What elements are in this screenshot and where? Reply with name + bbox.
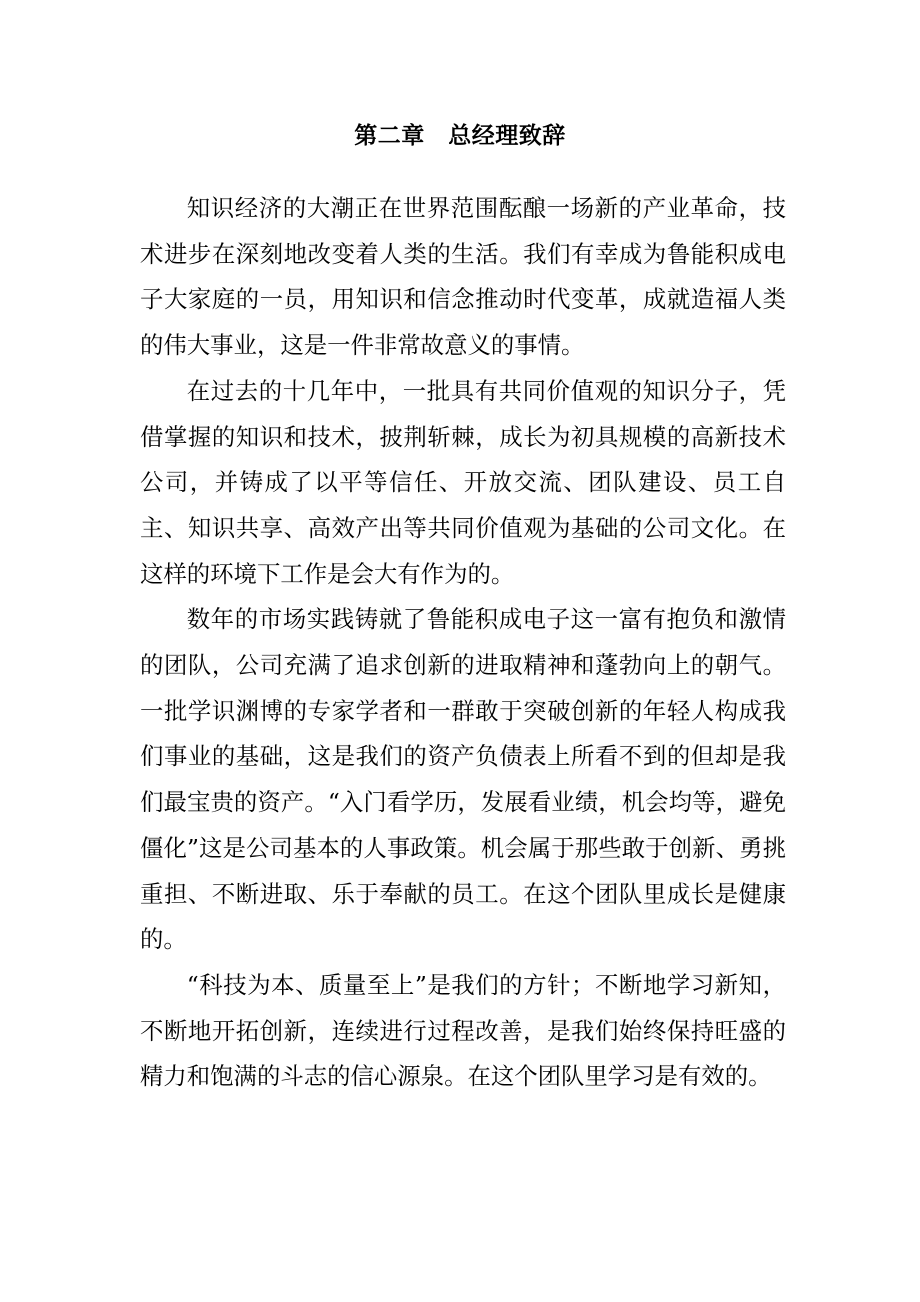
paragraph-2: 在过去的十几年中，一批具有共同价值观的知识分子，凭借掌握的知识和技术，披荆斩棘，成长为初具规模的高新技术公司，并铸成了以平等信任、开放交流、团队建设、员工自主、知识共享、高效产出等共同价值观为基础的公司文化。在这样的环境下工作是会大有作为的。 [140, 376, 786, 588]
chapter-title: 第二章 总经理致辞 [354, 122, 566, 149]
paragraph-4: “科技为本、质量至上”是我们的方针；不断地学习新知，不断地开拓创新，连续进行过程改善，是我们始终保持旺盛的精力和饱满的斗志的信心源泉。在这个团队里学习是有效的。 [140, 970, 786, 1091]
document-body [140, 186, 786, 1100]
paragraph-3: 数年的市场实践铸就了鲁能积成电子这一富有抱负和激情的团队，公司充满了追求创新的进取精神和蓬勃向上的朝气。一批学识渊博的专家学者和一群敢于突破创新的年轻人构成我们事业的基础，这是我们的资产负债表上所看不到的但却是我们最宝贵的资产。“入门看学历，发展看业绩，机会均等，避免僵化”这是公司基本的人事政策。机会属于那些敢于创新、勇挑重担、不断进取、乐于奉献的员工。在这个团队里成长是健康的。 [140, 605, 786, 954]
paragraph-1: 知识经济的大潮正在世界范围酝酿一场新的产业革命，技术进步在深刻地改变着人类的生活。我们有幸成为鲁能积成电子大家庭的一员，用知识和信念推动时代变革，成就造福人类的伟大事业，这是一件非常故意义的事情。 [140, 194, 786, 360]
